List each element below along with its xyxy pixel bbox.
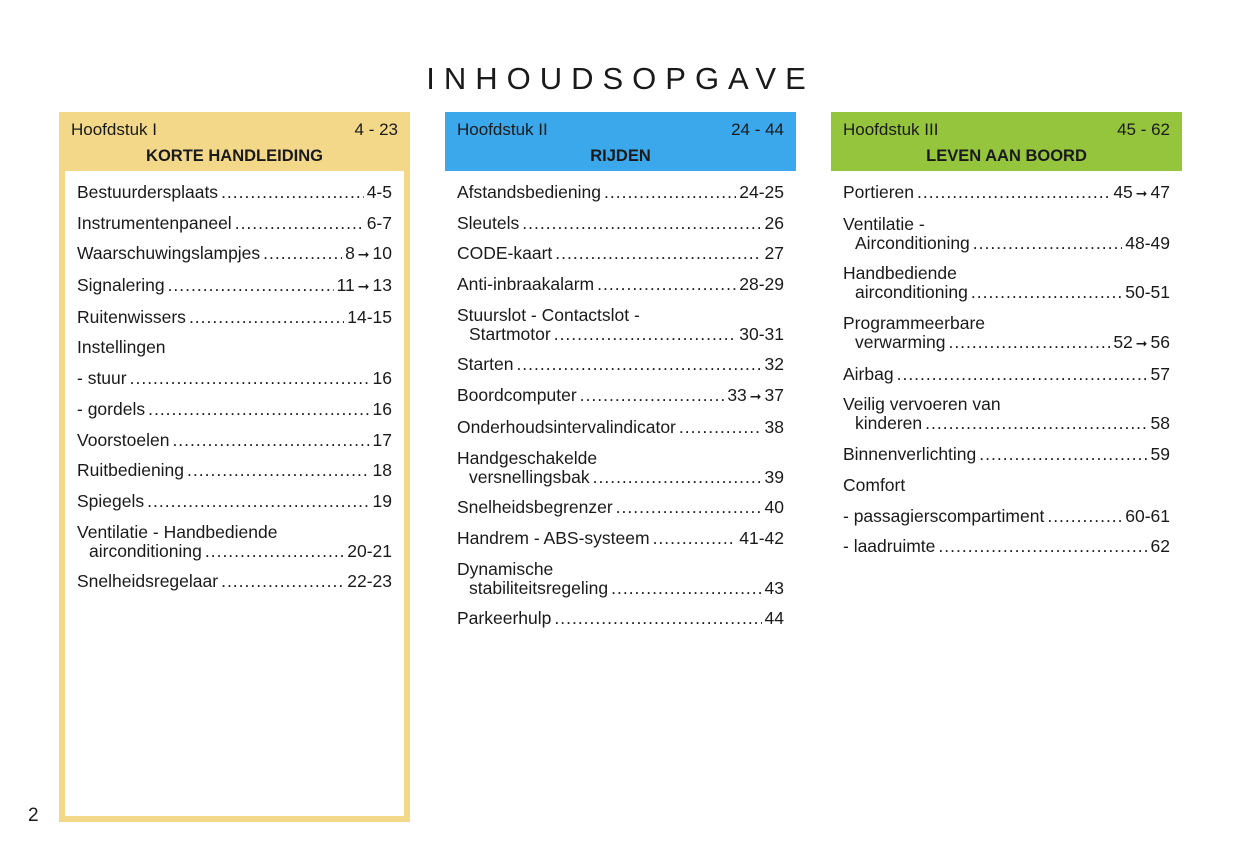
toc-entry-line — [77, 244, 392, 264]
toc-page-ref[interactable]: 50-51 — [1125, 282, 1170, 303]
dot-leader — [897, 365, 1148, 384]
toc-entry-line — [457, 468, 784, 487]
toc-entry-line — [77, 431, 392, 450]
toc-entry-line — [77, 572, 392, 591]
dot-leader — [205, 542, 344, 561]
chapter-label: Hoofdstuk II — [457, 120, 548, 139]
toc-entry-line — [457, 560, 784, 579]
chapter-2-block — [445, 112, 796, 628]
dot-leader — [925, 414, 1147, 433]
toc-entry-title: Dynamische — [457, 558, 554, 579]
dot-leader — [516, 355, 761, 374]
arrow-right-icon: ➞ — [1135, 185, 1148, 201]
toc-entry[interactable] — [77, 461, 392, 480]
arrow-right-icon: ➞ — [1135, 335, 1148, 352]
toc-entry-line — [457, 386, 784, 406]
toc-entry-title: Boordcomputer — [457, 385, 577, 406]
toc-entry[interactable] — [77, 214, 392, 233]
toc-page-ref[interactable]: 27 — [764, 243, 784, 264]
toc-page-ref[interactable]: 30-31 — [739, 323, 784, 344]
chapter-page-range: 24 - 44 — [731, 120, 784, 139]
toc-entry[interactable] — [457, 183, 784, 202]
toc-entry-line — [457, 183, 784, 202]
dot-leader — [263, 244, 342, 263]
toc-page-from[interactable]: 33 — [727, 385, 747, 406]
toc-entry[interactable] — [457, 418, 784, 437]
toc-page-to[interactable]: 47 — [1150, 182, 1170, 202]
toc-list — [65, 183, 404, 591]
toc-entry-title: Signalering — [77, 275, 165, 296]
toc-entry-title: Veilig vervoeren van — [843, 394, 1001, 415]
toc-entry[interactable] — [843, 445, 1170, 464]
dot-leader — [604, 183, 736, 202]
toc-entry-line — [843, 445, 1170, 464]
toc-entry-line — [843, 414, 1170, 433]
toc-entry-title: Waarschuwingslampjes — [77, 243, 261, 264]
toc-entry[interactable] — [457, 529, 784, 548]
toc-page-ref[interactable]: 43 — [764, 577, 784, 598]
toc-entry-title: Ventilatie - — [843, 213, 925, 234]
toc-entry-title: stabiliteitsregeling — [469, 577, 609, 598]
toc-entry-line — [843, 537, 1170, 556]
dot-leader — [611, 579, 761, 598]
toc-page-ref[interactable]: 19 — [372, 490, 392, 511]
toc-page-ref[interactable]: 18 — [372, 460, 392, 481]
toc-entry[interactable] — [457, 244, 784, 263]
toc-entry-title: Binnenverlichting — [843, 444, 977, 465]
toc-page-ref[interactable]: 4-5 — [366, 182, 392, 202]
toc-page-ref[interactable]: 22-23 — [347, 571, 392, 592]
toc-entry[interactable] — [457, 214, 784, 233]
dot-leader — [971, 283, 1122, 302]
dot-leader — [679, 418, 762, 437]
toc-page-ref[interactable]: 6-7 — [366, 212, 392, 233]
toc-entry-title: Bestuurdersplaats — [77, 182, 219, 202]
dot-leader — [148, 400, 369, 419]
toc-page-ref[interactable]: 16 — [372, 398, 392, 419]
toc-entry[interactable] — [77, 183, 392, 202]
toc-entry-line — [843, 507, 1170, 526]
chapter-title: LEVEN AAN BOORD — [926, 147, 1087, 165]
toc-entry-line — [77, 308, 392, 327]
dot-leader — [189, 308, 344, 327]
toc-list — [831, 183, 1182, 556]
toc-entry[interactable] — [843, 314, 1170, 353]
chapter-label: Hoofdstuk I — [71, 120, 157, 139]
toc-page-ref[interactable]: 59 — [1150, 444, 1170, 465]
toc-entry-title: - stuur — [77, 368, 127, 389]
dot-leader — [580, 386, 725, 405]
toc-entry-title: versnellingsbak — [469, 466, 590, 487]
dot-leader — [522, 214, 761, 233]
toc-entry-title: Ruitbediening — [77, 460, 185, 481]
toc-entry-line — [457, 325, 784, 344]
toc-entry[interactable] — [457, 306, 784, 344]
dot-leader — [147, 492, 369, 511]
toc-entry-line — [457, 498, 784, 517]
toc-entry-title: Instellingen — [77, 337, 166, 358]
toc-entry-title: - laadruimte — [843, 536, 936, 557]
toc-entry-title: Handbediende — [843, 263, 957, 284]
toc-entry-line — [457, 275, 784, 294]
toc-page-ref[interactable]: 20-21 — [347, 540, 392, 561]
toc-entry-line — [843, 476, 1170, 495]
toc-page-from[interactable]: 8 — [345, 243, 355, 264]
toc-entry-line — [77, 400, 392, 419]
toc-page-ref[interactable]: 57 — [1150, 363, 1170, 384]
chapter-3-block — [831, 112, 1182, 556]
toc-page-ref[interactable]: 32 — [764, 354, 784, 375]
toc-entry[interactable] — [77, 431, 392, 450]
chapter-header — [445, 112, 796, 171]
toc-entry-line — [843, 183, 1170, 203]
toc-entry-line — [843, 365, 1170, 384]
toc-entry[interactable] — [843, 183, 1170, 203]
toc-entry[interactable] — [457, 609, 784, 628]
dot-leader — [948, 333, 1110, 352]
toc-entry-line — [843, 215, 1170, 234]
toc-entry-line — [843, 264, 1170, 283]
dot-leader — [593, 468, 762, 487]
toc-entry-line — [77, 523, 392, 542]
toc-entry-title: Handrem - ABS-systeem — [457, 527, 650, 548]
dot-leader — [938, 537, 1147, 556]
toc-list — [445, 183, 796, 628]
toc-page-ref[interactable]: 24-25 — [739, 182, 784, 202]
toc-entry-title: Spiegels — [77, 490, 145, 511]
toc-entry-title: Airconditioning — [855, 232, 970, 253]
toc-entry-title: Snelheidsbegrenzer — [457, 497, 613, 518]
dot-leader — [973, 234, 1122, 253]
toc-entry[interactable] — [843, 537, 1170, 556]
toc-entry-line — [457, 306, 784, 325]
dot-leader — [221, 572, 344, 591]
toc-entry[interactable] — [843, 264, 1170, 302]
toc-entry-title: Comfort — [843, 474, 906, 495]
toc-entry[interactable] — [457, 355, 784, 374]
chapter-title: KORTE HANDLEIDING — [146, 147, 323, 165]
toc-entry-line — [77, 461, 392, 480]
toc-entry[interactable] — [77, 492, 392, 511]
toc-entry-title: kinderen — [855, 413, 923, 434]
toc-entry[interactable] — [77, 276, 392, 296]
toc-page-to[interactable]: 13 — [372, 275, 392, 296]
toc-entry-line — [77, 214, 392, 233]
toc-entry[interactable] — [77, 369, 392, 388]
dot-leader — [187, 461, 370, 480]
toc-entry-line — [77, 492, 392, 511]
toc-entry[interactable] — [843, 507, 1170, 526]
dot-leader — [554, 325, 737, 344]
dot-leader — [555, 244, 761, 263]
toc-page-ref[interactable]: 60-61 — [1125, 505, 1170, 526]
toc-page-to[interactable]: 37 — [764, 385, 784, 406]
dot-leader — [979, 445, 1147, 464]
toc-page-ref[interactable]: 48-49 — [1125, 232, 1170, 253]
toc-page-ref[interactable]: 38 — [764, 416, 784, 437]
toc-entry-title: - gordels — [77, 398, 146, 419]
toc-page-from[interactable]: 52 — [1113, 332, 1133, 353]
toc-page-ref[interactable]: 16 — [372, 368, 392, 389]
toc-page-ref[interactable]: 62 — [1150, 536, 1170, 557]
toc-entry[interactable] — [843, 365, 1170, 384]
dot-leader — [221, 183, 364, 202]
toc-page-ref[interactable]: 17 — [372, 429, 392, 450]
toc-entry[interactable] — [843, 476, 1170, 495]
toc-entry-title: Handgeschakelde — [457, 447, 598, 468]
toc-page-ref[interactable]: 26 — [764, 212, 784, 233]
toc-entry-line — [843, 314, 1170, 333]
toc-entry-title: airconditioning — [89, 540, 202, 561]
toc-entry[interactable] — [77, 338, 392, 357]
chapter-page-range: 4 - 23 — [354, 120, 398, 139]
toc-entry-line — [457, 355, 784, 374]
toc-entry-title: Ventilatie - Handbediende — [77, 521, 278, 542]
toc-entry-title: Afstandsbediening — [457, 182, 601, 202]
chapter-label: Hoofdstuk III — [843, 120, 939, 139]
dot-leader — [235, 214, 364, 233]
toc-entry-line — [843, 283, 1170, 302]
chapter-header — [831, 112, 1182, 171]
toc-page-ref[interactable]: 58 — [1150, 413, 1170, 434]
dot-leader — [554, 609, 761, 628]
dot-leader — [616, 498, 762, 517]
toc-entry-line — [843, 234, 1170, 253]
chapter-1-block — [59, 112, 410, 592]
toc-entry-line — [457, 579, 784, 598]
toc-entry-title: Anti-inbraakalarm — [457, 274, 595, 295]
toc-entry-title: Instrumentenpaneel — [77, 212, 232, 233]
toc-entry-line — [77, 276, 392, 296]
dot-leader — [653, 529, 737, 548]
toc-entry-line — [457, 244, 784, 263]
toc-page-from[interactable]: 45 — [1113, 182, 1133, 202]
toc-entry-title: Starten — [457, 354, 514, 375]
toc-page-ref[interactable]: 28-29 — [739, 274, 784, 295]
toc-entry-title: Parkeerhulp — [457, 608, 552, 629]
toc-entry-title: Airbag — [843, 363, 894, 384]
toc-entry-title: Voorstoelen — [77, 429, 170, 450]
toc-entry-title: Onderhoudsintervalindicator — [457, 416, 676, 437]
arrow-right-icon: ➞ — [357, 278, 370, 295]
toc-entry-title: Startmotor — [469, 323, 551, 344]
toc-entry-line — [77, 338, 392, 357]
toc-entry-title: Sleutels — [457, 212, 520, 233]
toc-entry[interactable] — [77, 308, 392, 327]
dot-leader — [597, 275, 736, 294]
toc-entry[interactable] — [457, 498, 784, 517]
toc-entry-line — [77, 369, 392, 388]
chapter-page-range: 45 - 62 — [1117, 120, 1170, 139]
toc-entry-line — [77, 542, 392, 561]
toc-page-ref[interactable]: 39 — [764, 466, 784, 487]
toc-page-ref[interactable]: 40 — [764, 497, 784, 518]
toc-entry-line — [457, 609, 784, 628]
toc-page-ref[interactable]: 44 — [764, 608, 784, 629]
toc-entry-title: CODE-kaart — [457, 243, 553, 264]
toc-entry[interactable] — [457, 449, 784, 487]
chapter-header — [59, 112, 410, 171]
dot-leader — [1047, 507, 1122, 526]
toc-entry-title: Stuurslot - Contactslot - — [457, 304, 640, 325]
toc-entry[interactable] — [77, 400, 392, 419]
toc-entry-title: Ruitenwissers — [77, 306, 186, 327]
toc-entry[interactable] — [843, 215, 1170, 253]
toc-entry[interactable] — [77, 572, 392, 591]
dot-leader — [130, 369, 370, 388]
toc-entry-line — [843, 395, 1170, 414]
toc-page-ref[interactable]: 41-42 — [739, 527, 784, 548]
toc-entry[interactable] — [77, 523, 392, 561]
toc-entry-title: verwarming — [855, 332, 946, 353]
page-number: 2 — [28, 805, 39, 826]
toc-entry-title: Snelheidsregelaar — [77, 571, 219, 592]
page-title: INHOUDSOPGAVE — [426, 60, 815, 96]
dot-leader — [917, 183, 1110, 202]
toc-entry-line — [843, 333, 1170, 353]
toc-entry-line — [457, 449, 784, 468]
dot-leader — [168, 276, 334, 295]
toc-page-from[interactable]: 11 — [336, 275, 355, 296]
toc-entry-title: Programmeerbare — [843, 313, 985, 334]
toc-entry[interactable] — [843, 395, 1170, 433]
toc-page-to[interactable]: 10 — [372, 243, 392, 264]
arrow-right-icon: ➞ — [357, 246, 370, 263]
toc-page-ref[interactable]: 14-15 — [347, 306, 392, 327]
chapter-title: RIJDEN — [590, 147, 651, 165]
chapter-frame — [59, 171, 410, 822]
toc-entry-line — [457, 418, 784, 437]
toc-entry-line — [457, 214, 784, 233]
arrow-right-icon: ➞ — [749, 388, 762, 405]
dot-leader — [172, 431, 369, 450]
toc-entry-line — [457, 529, 784, 548]
toc-entry-title: airconditioning — [855, 282, 968, 303]
toc-entry[interactable] — [457, 275, 784, 294]
toc-entry-line — [77, 183, 392, 202]
toc-page-to[interactable]: 56 — [1150, 332, 1170, 353]
toc-entry[interactable] — [457, 560, 784, 598]
toc-entry-title: - passagierscompartiment — [843, 505, 1045, 526]
toc-entry-title: Portieren — [843, 182, 915, 202]
toc-entry[interactable] — [457, 386, 784, 406]
toc-entry[interactable] — [77, 244, 392, 264]
